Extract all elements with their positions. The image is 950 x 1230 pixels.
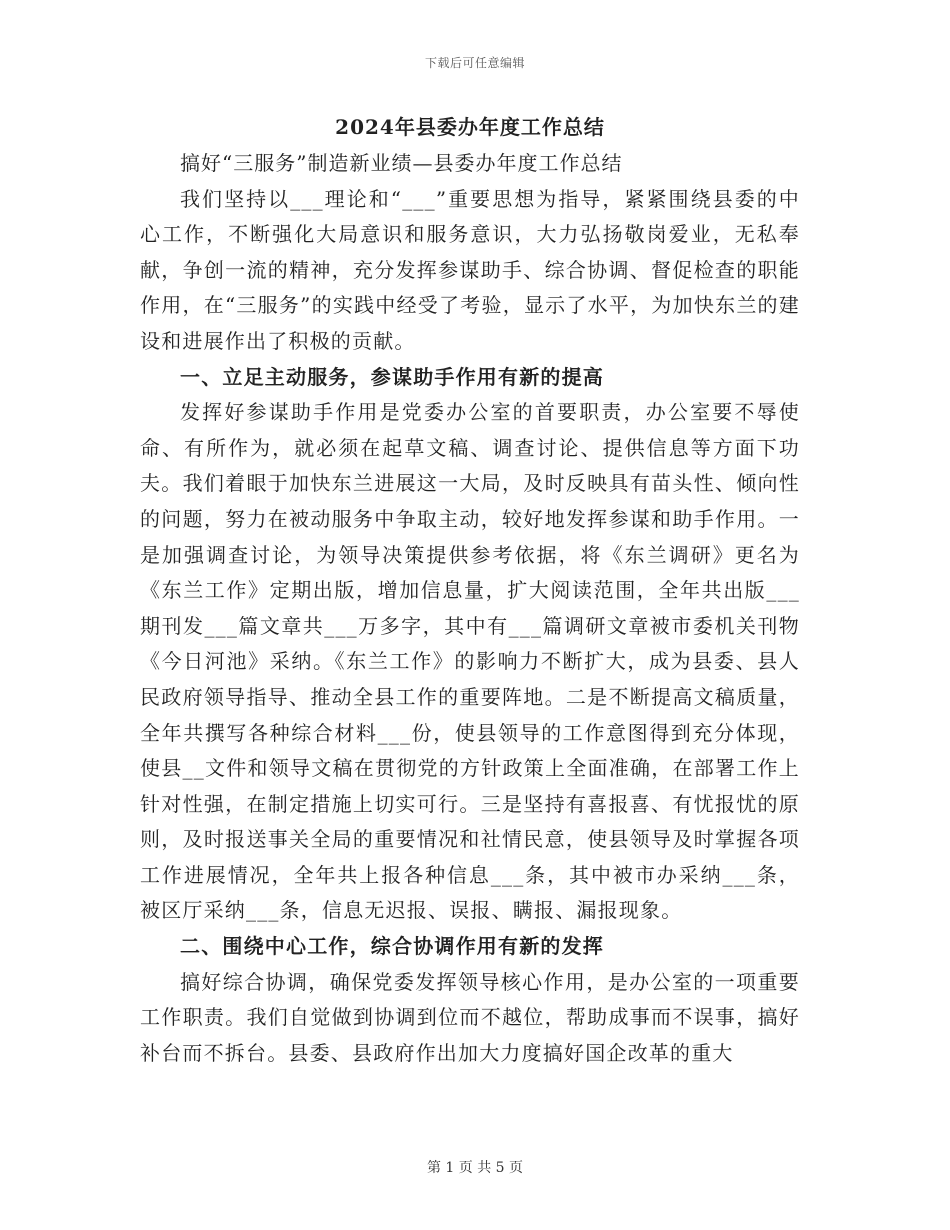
page-number: 第 1 页 共 5 页 bbox=[426, 1160, 524, 1176]
page-header-note: 下载后可任意编辑 bbox=[424, 56, 525, 70]
document-subtitle: 搞好“三服务”制造新业绩—县委办年度工作总结 bbox=[180, 151, 623, 175]
document-title: 2024年县委办年度工作总结 bbox=[335, 115, 605, 139]
document-body bbox=[140, 112, 800, 1071]
section-2-heading: 二、围绕中心工作，综合协调作用有新的发挥 bbox=[180, 934, 604, 959]
intro-paragraph: 我们坚持以___理论和“___”重要思想为指导，紧紧围绕县委的中心工作，不断强化大局意识和服务意识，大力弘扬敬岗爱业，无私奉献，争创一流的精神，充分发挥参谋助手、综合协调、督促检查的职能作用，在“三服务”的实践中经受了考验，显示了水平，为加快东兰的建设和进展作出了积极的贡献。 bbox=[140, 186, 800, 353]
section-1-paragraph: 发挥好参谋助手作用是党委办公室的首要职责，办公室要不辱使命、有所作为，就必须在起草文稿、调查讨论、提供信息等方面下功夫。我们着眼于加快东兰进展这一大局，及时反映具有苗头性、倾向性的问题，努力在被动服务中争取主动，较好地发挥参谋和助手作用。一是加强调查讨论，为领导决策提供参考依据，将《东兰调研》更名为《东兰工作》定期出版，增加信息量，扩大阅读范围，全年共出版___期刊发___篇文章共___万多字，其中有___篇调研文章被市委机关刊物《今日河池》采纳。《东兰工作》的影响力不断扩大，成为县委、县人民政府领导指导、推动全县工作的重要阵地。二是不断提高文稿质量，全年共撰写各种综合材料___份，使县领导的工作意图得到充分体现，使县__文件和领导文稿在贯彻党的方针政策上全面准确，在部署工作上针对性强，在制定措施上切实可行。三是坚持有喜报喜、有忧报忧的原则，及时报送事关全局的重要情况和社情民意，使县领导及时掌握各项工作进展情况，全年共上报各种信息___条，其中被市办采纳___条，被区厅采纳___条，信息无迟报、误报、瞒报、漏报现象。 bbox=[140, 400, 800, 923]
section-2-paragraph: 搞好综合协调，确保党委发挥领导核心作用，是办公室的一项重要工作职责。我们自觉做到协调到位而不越位，帮助成事而不误事，搞好补台而不拆台。县委、县政府作出加大力度搞好国企改革的重大 bbox=[140, 969, 800, 1065]
section-1-heading: 一、立足主动服务，参谋助手作用有新的提高 bbox=[180, 364, 604, 389]
